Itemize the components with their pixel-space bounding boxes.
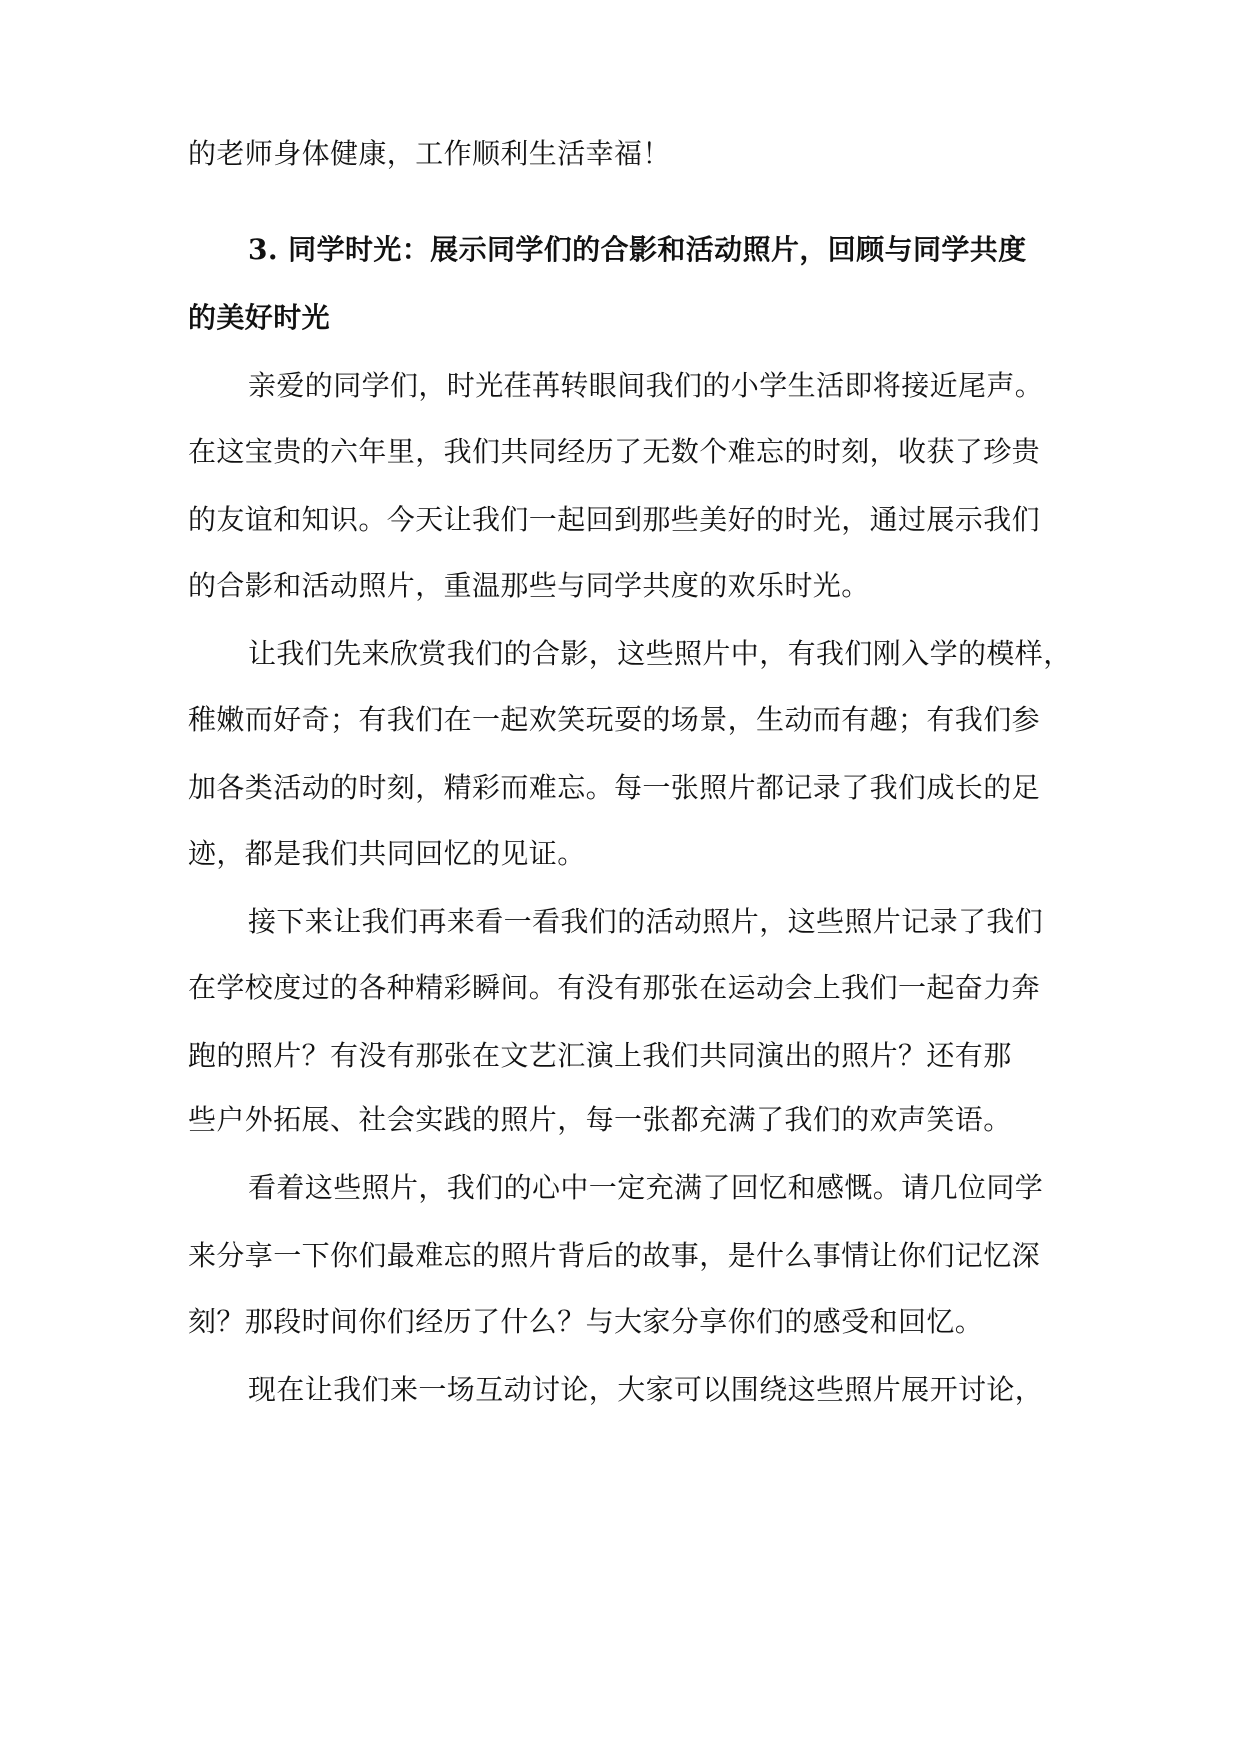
paragraph-line: 加各类活动的时刻，精彩而难忘。每一张照片都记录了我们成长的足 bbox=[188, 771, 1041, 804]
paragraph-line: 些户外拓展、社会实践的照片，每一张都充满了我们的欢声笑语。 bbox=[188, 1103, 1012, 1136]
paragraph-line: 亲爱的同学们，时光荏苒转眼间我们的小学生活即将接近尾声。 bbox=[248, 369, 1044, 402]
paragraph-line: 看着这些照片，我们的心中一定充满了回忆和感慨。请几位同学 bbox=[248, 1171, 1044, 1204]
paragraph-line: 在这宝贵的六年里，我们共同经历了无数个难忘的时刻，收获了珍贵 bbox=[188, 435, 1041, 468]
paragraph-line: 来分享一下你们最难忘的照片背后的故事，是什么事情让你们记忆深 bbox=[188, 1239, 1041, 1272]
paragraph-line: 让我们先来欣赏我们的合影，这些照片中，有我们刚入学的模样， bbox=[248, 637, 1072, 670]
paragraph-line: 的合影和活动照片，重温那些与同学共度的欢乐时光。 bbox=[188, 569, 870, 602]
paragraph-line: 稚嫩而好奇；有我们在一起欢笑玩耍的场景，生动而有趣；有我们参 bbox=[188, 703, 1041, 736]
paragraph-line: 在学校度过的各种精彩瞬间。有没有那张在运动会上我们一起奋力奔 bbox=[188, 971, 1041, 1004]
section-heading-continued: 的美好时光 bbox=[188, 301, 331, 334]
paragraph-line: 现在让我们来一场互动讨论，大家可以围绕这些照片展开讨论， bbox=[248, 1373, 1044, 1406]
paragraph-line: 接下来让我们再来看一看我们的活动照片，这些照片记录了我们 bbox=[248, 905, 1044, 938]
paragraph-line: 刻？那段时间你们经历了什么？与大家分享你们的感受和回忆。 bbox=[188, 1305, 984, 1338]
paragraph-line: 跑的照片？有没有那张在文艺汇演上我们共同演出的照片？还有那 bbox=[188, 1039, 1012, 1072]
paragraph-line: 的友谊和知识。今天让我们一起回到那些美好的时光，通过展示我们 bbox=[188, 503, 1041, 536]
paragraph-line: 迹，都是我们共同回忆的见证。 bbox=[188, 837, 586, 870]
section-heading: 3. 同学时光：展示同学们的合影和活动照片，回顾与同学共度 bbox=[248, 233, 1027, 266]
text-line: 的老师身体健康，工作顺利生活幸福！ bbox=[188, 137, 671, 170]
